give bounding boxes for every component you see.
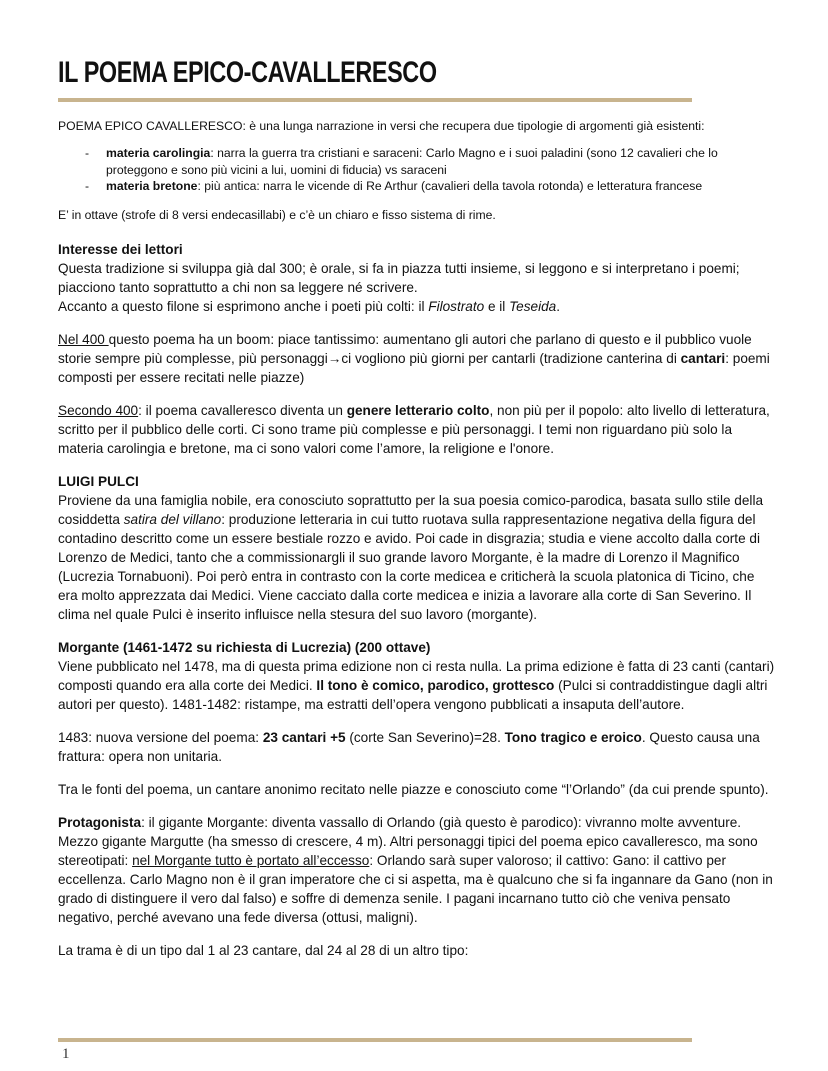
page-title: IL POEMA EPICO-CAVALLERESCO (58, 56, 437, 89)
text-run: Viene pubblicato nel 1478, ma di questa prima edizione non ci resta nulla. La prima edizione è fatta di 23 canti (cantari) composti quando era alla corte dei Medici. (58, 658, 775, 693)
bold-text: Interesse dei lettori (58, 241, 183, 257)
paragraph (58, 813, 776, 927)
text-run: Proviene da una famiglia nobile, era conosciuto soprattutto per la sua poesia comico-parodica, basata sullo stile della cosiddetta (58, 492, 764, 527)
bold-text: Tono tragico e eroico (504, 729, 642, 745)
list-item (106, 145, 776, 178)
paragraph (58, 780, 776, 799)
bold-text: 23 cantari +5 (262, 729, 346, 745)
text-run: Accanto a questo filone si esprimono anche i poeti più colti: il (58, 298, 429, 314)
bold-text: genere letterario colto (346, 402, 490, 418)
paragraph (58, 118, 776, 135)
text-run: . (556, 298, 561, 314)
paragraph (58, 941, 776, 960)
text-run: (corte San Severino)=28. (345, 729, 505, 745)
bold-text: materia bretone (106, 179, 198, 193)
text-run: : poemi composti per essere recitati nelle piazze) (58, 350, 770, 385)
paragraph (58, 330, 776, 387)
text-run: La trama è di un tipo dal 1 al 23 cantare, dal 24 al 28 di un altro tipo: (58, 942, 469, 958)
italic-text: Teseida (509, 298, 557, 314)
bold-text: materia carolingia (106, 146, 211, 160)
underlined-text: Nel 400 (58, 331, 109, 347)
italic-text: Filostrato (428, 298, 485, 314)
text-run: . Questo causa una frattura: opera non unitaria. (58, 729, 760, 764)
text-run: 1483: nuova versione del poema: (58, 729, 263, 745)
text-run: E’ in ottave (strofe di 8 versi endecasillabi) e c’è un chiaro e fisso sistema di rime. (58, 207, 496, 222)
bold-text: LUIGI PULCI (58, 473, 139, 489)
title-divider (58, 98, 692, 102)
text-run: : più antica: narra le vicende di Re Arthur (cavalieri della tavola rotonda) e letteratura francese (197, 179, 703, 193)
bold-text: Protagonista (58, 814, 142, 830)
text-run: Questa tradizione si sviluppa già dal 300; è orale, si fa in piazza tutti insieme, si leggono e si interpretano i poemi; piacciono tanto soprattutto a chi non sa leggere né scrivere. (58, 260, 740, 295)
page-number: 1 (62, 1046, 70, 1062)
text-run: e il (484, 298, 510, 314)
paragraph (58, 207, 776, 224)
text-run: : il poema cavalleresco diventa un (138, 402, 347, 418)
underlined-text: nel Morgante tutto è portato all’eccesso (132, 852, 370, 868)
bold-text: Morgante (1461-1472 su richiesta di Lucrezia) (200 ottave) (58, 639, 431, 655)
document-body (58, 118, 776, 960)
paragraph (58, 638, 776, 714)
paragraph (58, 240, 776, 316)
list-item (106, 178, 776, 195)
text-run: : Orlando sarà super valoroso; il cattivo: Gano: il cattivo per eccellenza. Carlo Magno non è il gran imperatore che ci si aspetta, ma è qualcuno che si fa ingannare da Gano (non in grado di distinguere il vero dal falso) e soffre di demenza senile. I pagani incarnano tutto ciò che veniva pensato negativo, perché avevano una fede diversa (ottusi, maligni). (58, 852, 773, 925)
text-run: questo poema ha un boom: piace tantissimo: aumentano gli autori che parlano di questo e il pubblico vuole storie sempre più complesse, più personaggi→ci vogliono più giorni per cantarli (tradizione canterina di (58, 331, 752, 366)
text-run: (Pulci si contraddistingue dagli altri autori per questo). 1481-1482: ristampe, ma estratti dell’opera vengono pubblicati a insaputa dell’autore. (58, 677, 768, 712)
text-run: POEMA EPICO CAVALLERESCO: è una lunga narrazione in versi che recupera due tipologie di argomenti già esistenti: (58, 119, 705, 133)
bold-text: cantari (680, 350, 726, 366)
text-run: : produzione letteraria in cui tutto ruotava sulla rappresentazione negativa della figura del contadino descritto come un essere bestiale rozzo e avido. Poi cade in disgrazia; studia e viene accolto dalla corte di Lorenzo de Medici, tanto che a commissionargli il suo grande lavoro Morgante, è la madre di Lorenzo il Magnifico (Lucrezia Tornabuoni). Poi però entra in contrasto con la corte medicea e criticherà la scuola platonica di Ticino, che era molto apprezzata dai Medici. Viene cacciato dalla corte medicea e inizia a lavorare alla corte di San Severino. Il clima nel quale Pulci è inserito influisce nella stesura del suo lavoro (morgante). (58, 511, 760, 622)
footer-divider (58, 1038, 692, 1042)
text-run: Tra le fonti del poema, un cantare anonimo recitato nelle piazze e conosciuto come “l’Orlando” (da cui prende spunto). (58, 781, 769, 797)
paragraph (58, 401, 776, 458)
text-run: : narra la guerra tra cristiani e saraceni: Carlo Magno e i suoi paladini (sono 12 cavalieri che lo proteggono e sono più vicini a lui, uomini di fiducia) vs saraceni (106, 146, 718, 177)
underlined-text: Secondo 400 (58, 402, 139, 418)
italic-text: satira del villano (123, 511, 222, 527)
paragraph (58, 472, 776, 624)
text-run: : il gigante Morgante: diventa vassallo di Orlando (già questo è parodico): vivranno molte avventure. Mezzo gigante Margutte (ha smesso di crescere, 4 m). Altri personaggi tipici del poema epico cavalleresco, ma sono stereotipati: (58, 814, 758, 868)
text-run: , non più per il popolo: alto livello di letteratura, scritto per il pubblico delle corti. Ci sono trame più complesse e più personaggi. I temi non riguardano più solo la materia carolingia e bretone, ma ci sono valori come l’amore, la religione e l'onore. (58, 402, 770, 456)
bold-text: Il tono è comico, parodico, grottesco (316, 677, 555, 693)
bullet-list (58, 145, 776, 195)
paragraph (58, 728, 776, 766)
